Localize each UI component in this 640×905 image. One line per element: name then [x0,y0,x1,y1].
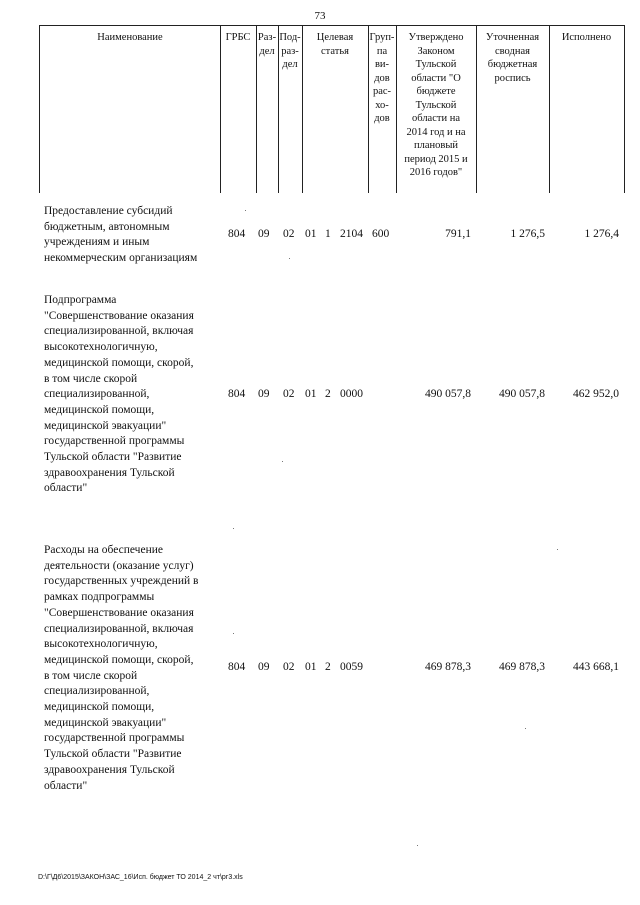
row-subsection: 02 [283,388,295,400]
scan-speck [233,633,234,634]
scan-speck [245,210,246,211]
row-subsection: 02 [283,661,295,673]
header-subsection: Под- раз- дел [279,32,301,70]
row-revised: 1 276,5 [510,228,545,240]
row-name: Подпрограмма "Совершенствование оказания специализированной, включая высокотехнологичную, медицинской помощи, скорой, в том числе скорой специализированной, медицинской помощи, медицинской эвакуации" государственной программы Тульской области "Развитие здравоохранения Тульской области" [44,294,194,495]
row-executed: 1 276,4 [584,228,619,240]
header-name: Наименование [97,32,163,43]
file-path-footer: D:\Г\Д6\2015\ЗАКОН\ЗАС_16\Исп. бюджет ТО 2014_2 чт\рг3.xls [38,874,243,881]
row-approved: 469 878,3 [425,661,471,673]
row-target-code: 2104 [340,228,363,240]
header-approved: Утверждено Законом Тульской области "О бюджете Тульской области на 2014 год и на плановый период 2015 и 2016 годов" [404,32,468,178]
row-name: Расходы на обеспечение деятельности (оказание услуг) государственных учреждений в рамках подпрограммы "Совершенствование оказания специализированной, включая высокотехнологичную, медицинской помощи, скорой, в том числе скорой специализированной, медицинской помощи, медицинской эвакуации" государственной программы Тульской области "Развитие здравоохранения Тульской области" [44,544,199,792]
row-target-code: 0059 [340,661,363,673]
row-executed: 462 952,0 [573,388,619,400]
row-revised: 490 057,8 [499,388,545,400]
header-target: Целевая статья [316,32,354,57]
row-approved: 791,1 [445,228,471,240]
row-target-program: 01 [305,228,317,240]
table-header [39,25,625,193]
row-group: 600 [372,228,390,240]
row-subsection: 02 [283,228,295,240]
page-number: 73 [314,10,326,22]
header-executed: Исполнено [561,32,612,43]
row-grbs: 804 [228,661,246,673]
row-target-code: 0000 [340,388,363,400]
row-target-program: 01 [305,388,317,400]
scan-speck [289,258,290,259]
scan-speck [417,845,418,846]
row-target-program: 01 [305,661,317,673]
row-section: 09 [258,661,270,673]
row-section: 09 [258,388,270,400]
row-executed: 443 668,1 [573,661,619,673]
row-approved: 490 057,8 [425,388,471,400]
row-revised: 469 878,3 [499,661,545,673]
row-name: Предоставление субсидий бюджетным, автономным учреждениям и иным некоммерческим организациям [44,205,198,265]
header-revised: Уточненная сводная бюджетная роспись [485,32,540,84]
row-target-subprogram: 2 [325,661,331,673]
scan-speck [525,728,526,729]
row-target-subprogram: 2 [325,388,331,400]
scan-speck [557,549,558,550]
row-section: 09 [258,228,270,240]
header-grbs: ГРБС [225,32,251,43]
row-grbs: 804 [228,388,246,400]
row-grbs: 804 [228,228,246,240]
header-group: Груп- па ви- дов рас- хо- дов [369,32,395,124]
scan-speck [282,461,283,462]
header-section: Раз- дел [257,32,277,57]
scan-speck [233,528,234,529]
row-target-subprogram: 1 [325,228,331,240]
